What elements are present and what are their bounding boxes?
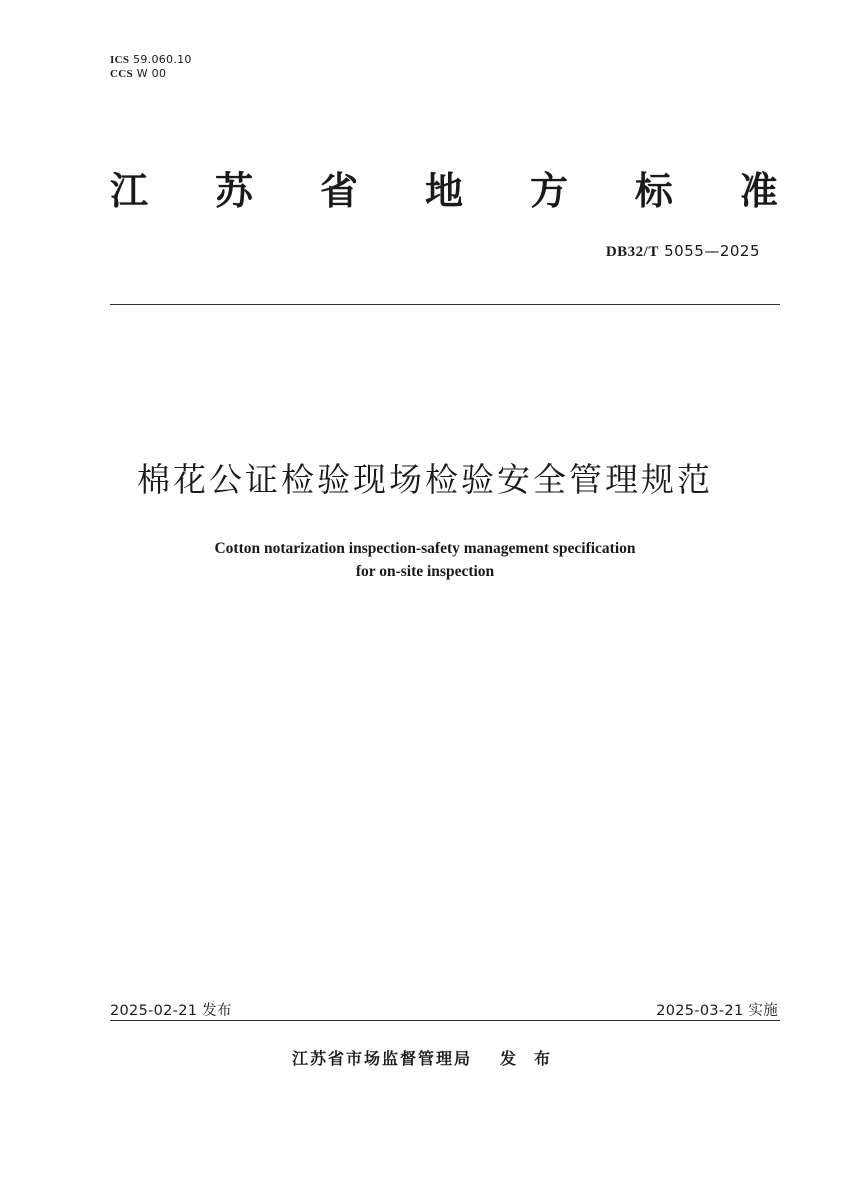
- category-char: 标: [634, 169, 673, 213]
- standard-prefix: DB32/T: [605, 244, 659, 260]
- footer-divider: [110, 1020, 780, 1021]
- category-char: 苏: [214, 169, 253, 213]
- chinese-title: 棉花公证检验现场检验安全管理规范: [137, 460, 713, 499]
- standard-number: [606, 242, 760, 261]
- issuer-action: 发布: [500, 1049, 569, 1068]
- ccs-label: CCS: [110, 68, 133, 80]
- ics-value: 59.060.10: [133, 53, 192, 66]
- ccs-code: [110, 67, 192, 81]
- category-char: 地: [424, 169, 463, 213]
- issuing-authority: [292, 1046, 568, 1069]
- english-title-line-2: for on-site inspection: [355, 563, 495, 580]
- english-title-line-1: Cotton notarization inspection-safety management specification: [214, 540, 636, 557]
- category-char: 准: [739, 169, 778, 213]
- ccs-value: W 00: [136, 67, 167, 80]
- classification-codes: [110, 53, 192, 81]
- category-char: 江: [110, 169, 149, 213]
- issuer-name: 江苏省市场监督管理局: [292, 1049, 473, 1068]
- ics-label: ICS: [110, 54, 130, 66]
- ics-code: [110, 53, 192, 67]
- category-char: 省: [319, 169, 358, 213]
- category-char: 方: [529, 169, 568, 213]
- english-title: [0, 537, 850, 583]
- standard-category-title: [110, 166, 778, 216]
- standard-code: 5055—2025: [664, 242, 760, 260]
- implementation-date: 2025-03-21 实施: [656, 1003, 778, 1019]
- header-divider: [110, 304, 780, 305]
- issue-date: 2025-02-21 发布: [110, 1003, 232, 1019]
